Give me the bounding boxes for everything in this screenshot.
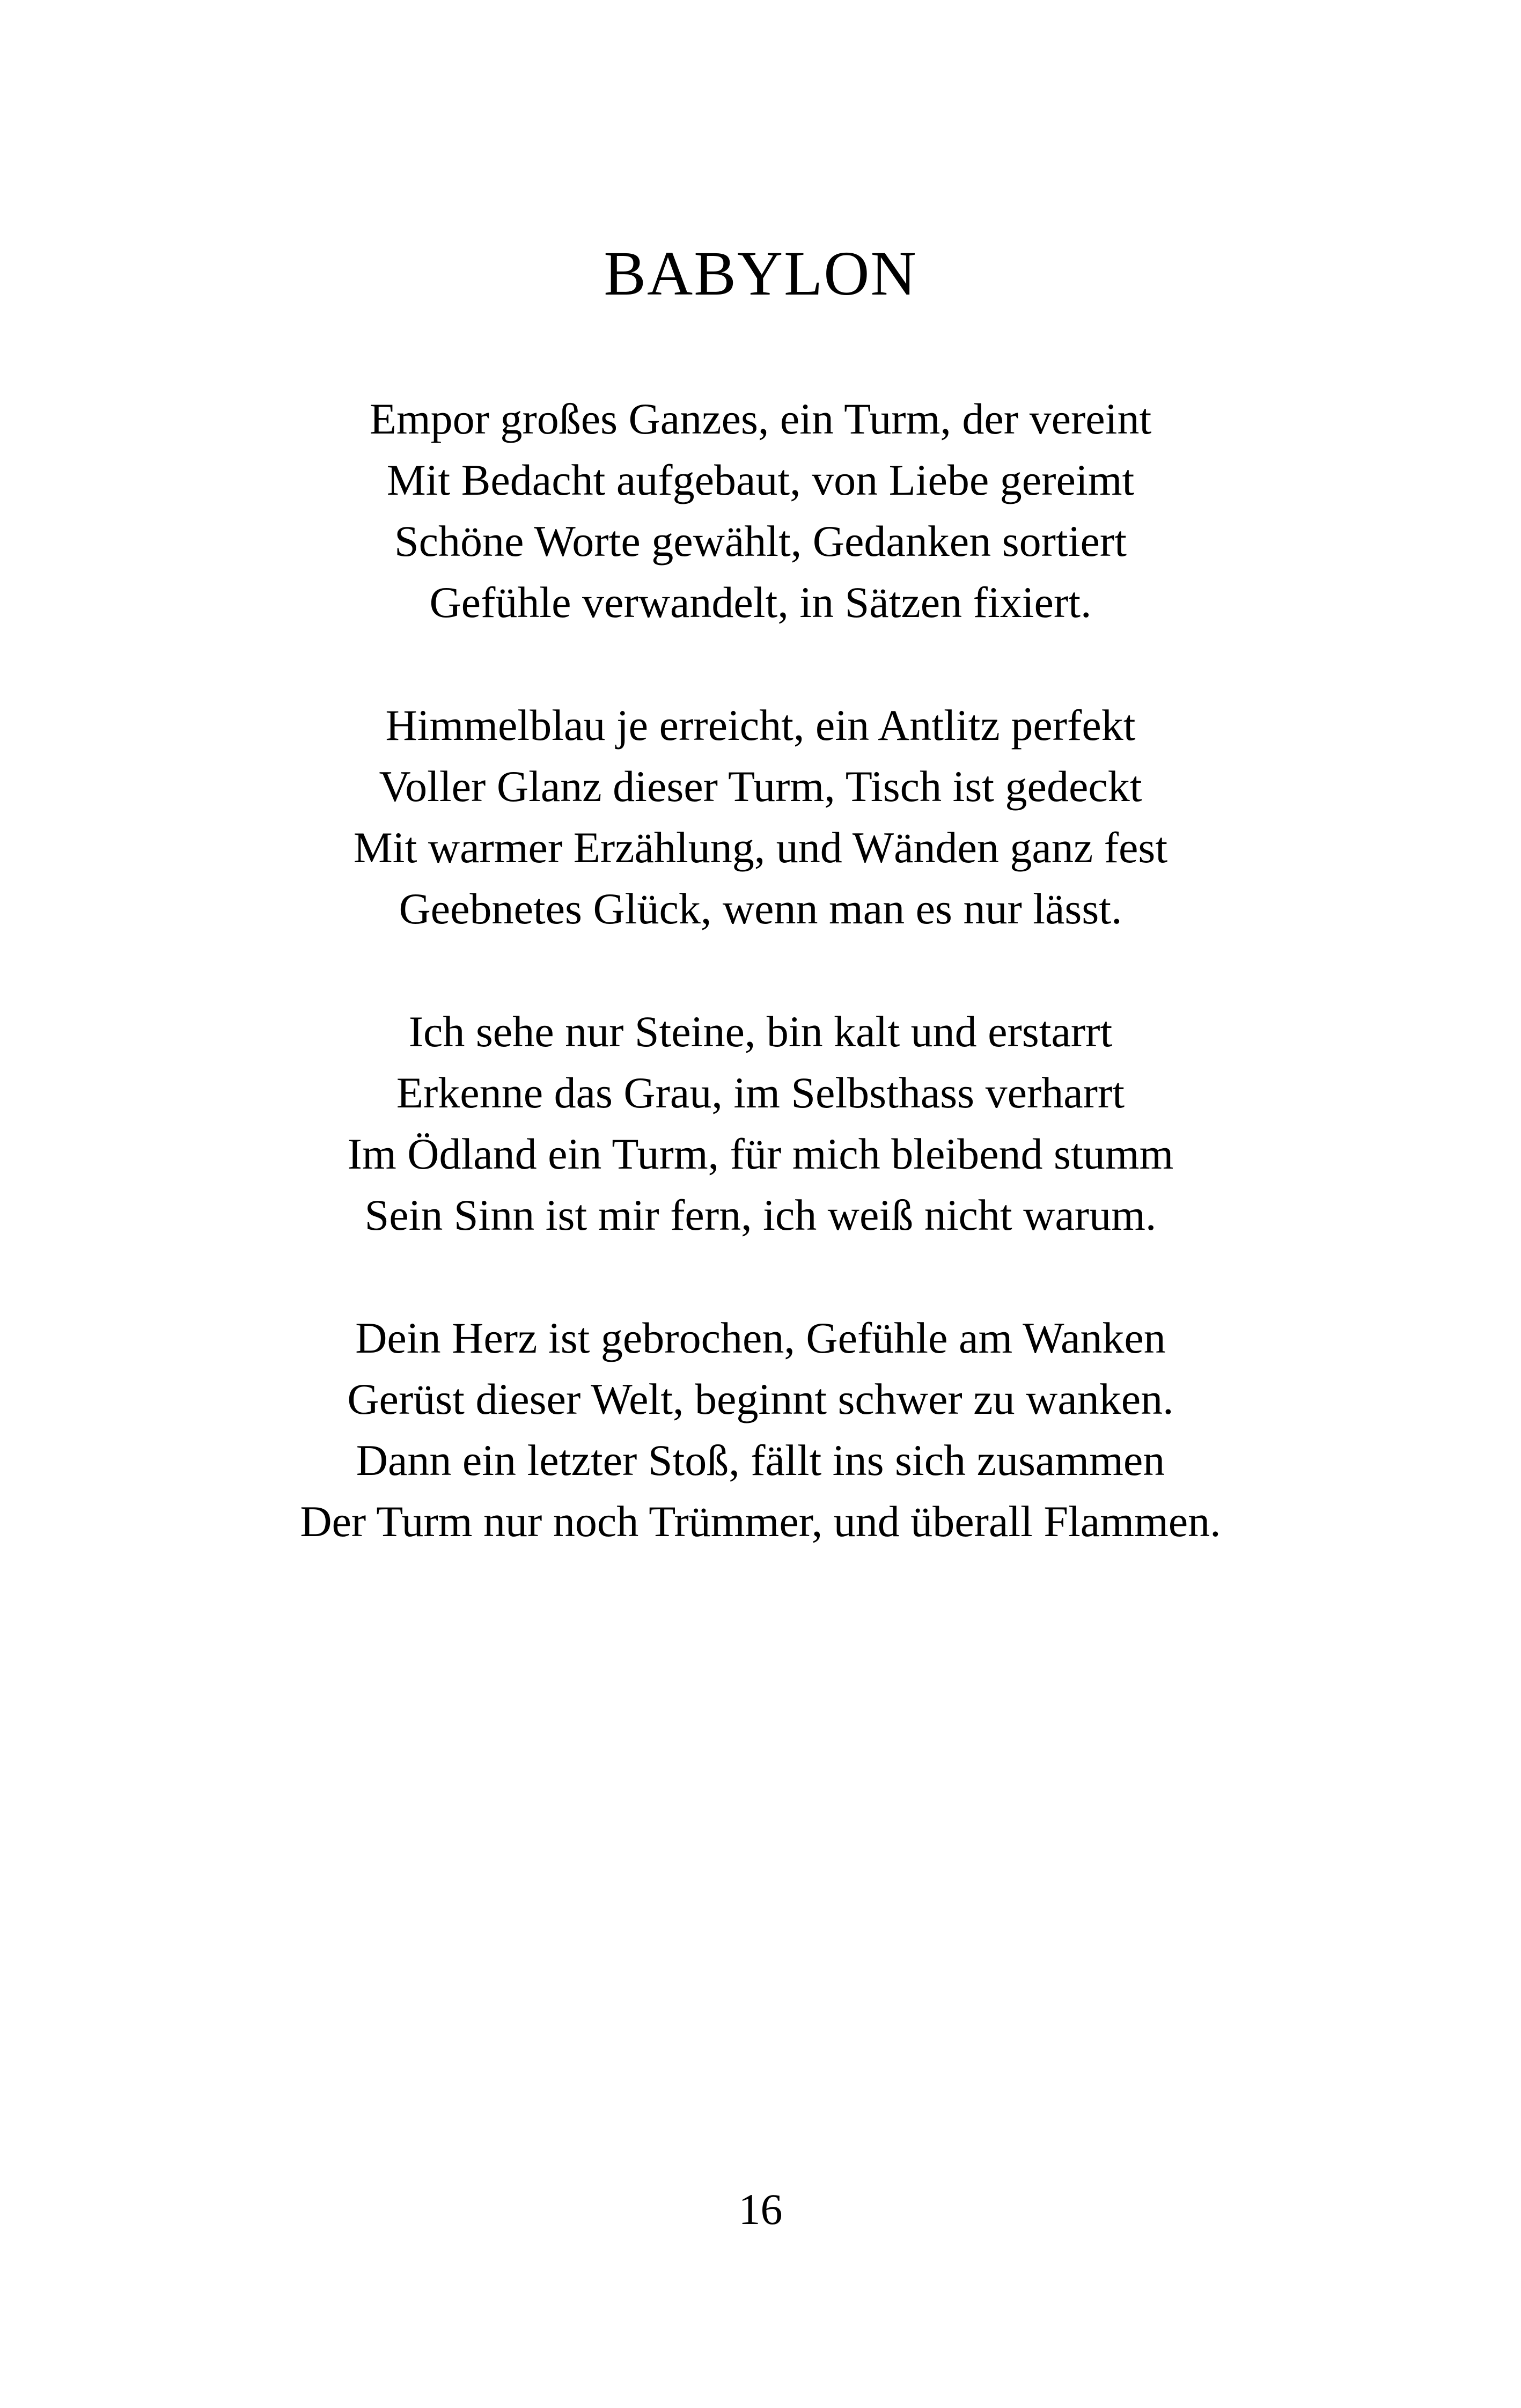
poem-line: Geebnetes Glück, wenn man es nur lässt. [399,884,1122,933]
poem-line: Der Turm nur noch Trümmer, und überall Flammen. [300,1497,1221,1546]
poem-line: Mit warmer Erzählung, und Wänden ganz fest [353,823,1168,872]
poem-line: Sein Sinn ist mir fern, ich weiß nicht warum. [364,1191,1157,1239]
poem-line: Gefühle verwandelt, in Sätzen fixiert. [429,578,1092,627]
poem-body [0,388,1521,1614]
poem-line: Empor großes Ganzes, ein Turm, der vereint [369,394,1152,443]
poem-line: Mit Bedacht aufgebaut, von Liebe gereimt [386,456,1135,504]
poem-line: Ich sehe nur Steine, bin kalt und erstarrt [408,1007,1113,1056]
poem-line: Gerüst dieser Welt, beginnt schwer zu wanken. [347,1375,1174,1423]
poem-line: Dann ein letzter Stoß, fällt ins sich zusammen [356,1436,1165,1485]
poem-line: Dein Herz ist gebrochen, Gefühle am Wanken [355,1313,1166,1362]
stanza-3 [0,1001,1521,1246]
poem-line: Erkenne das Grau, im Selbsthass verharrt [396,1068,1125,1117]
poem-line: Himmelblau je erreicht, ein Antlitz perfekt [385,701,1136,750]
poem-title: BABYLON [604,238,917,309]
poem-line: Im Ödland ein Turm, für mich bleibend stumm [347,1129,1174,1178]
stanza-1 [0,388,1521,633]
page-number: 16 [738,2185,783,2234]
poem-line: Schöne Worte gewählt, Gedanken sortiert [394,517,1127,566]
stanza-4 [0,1308,1521,1552]
stanza-2 [0,695,1521,939]
poem-line: Voller Glanz dieser Turm, Tisch ist gedeckt [379,762,1142,811]
